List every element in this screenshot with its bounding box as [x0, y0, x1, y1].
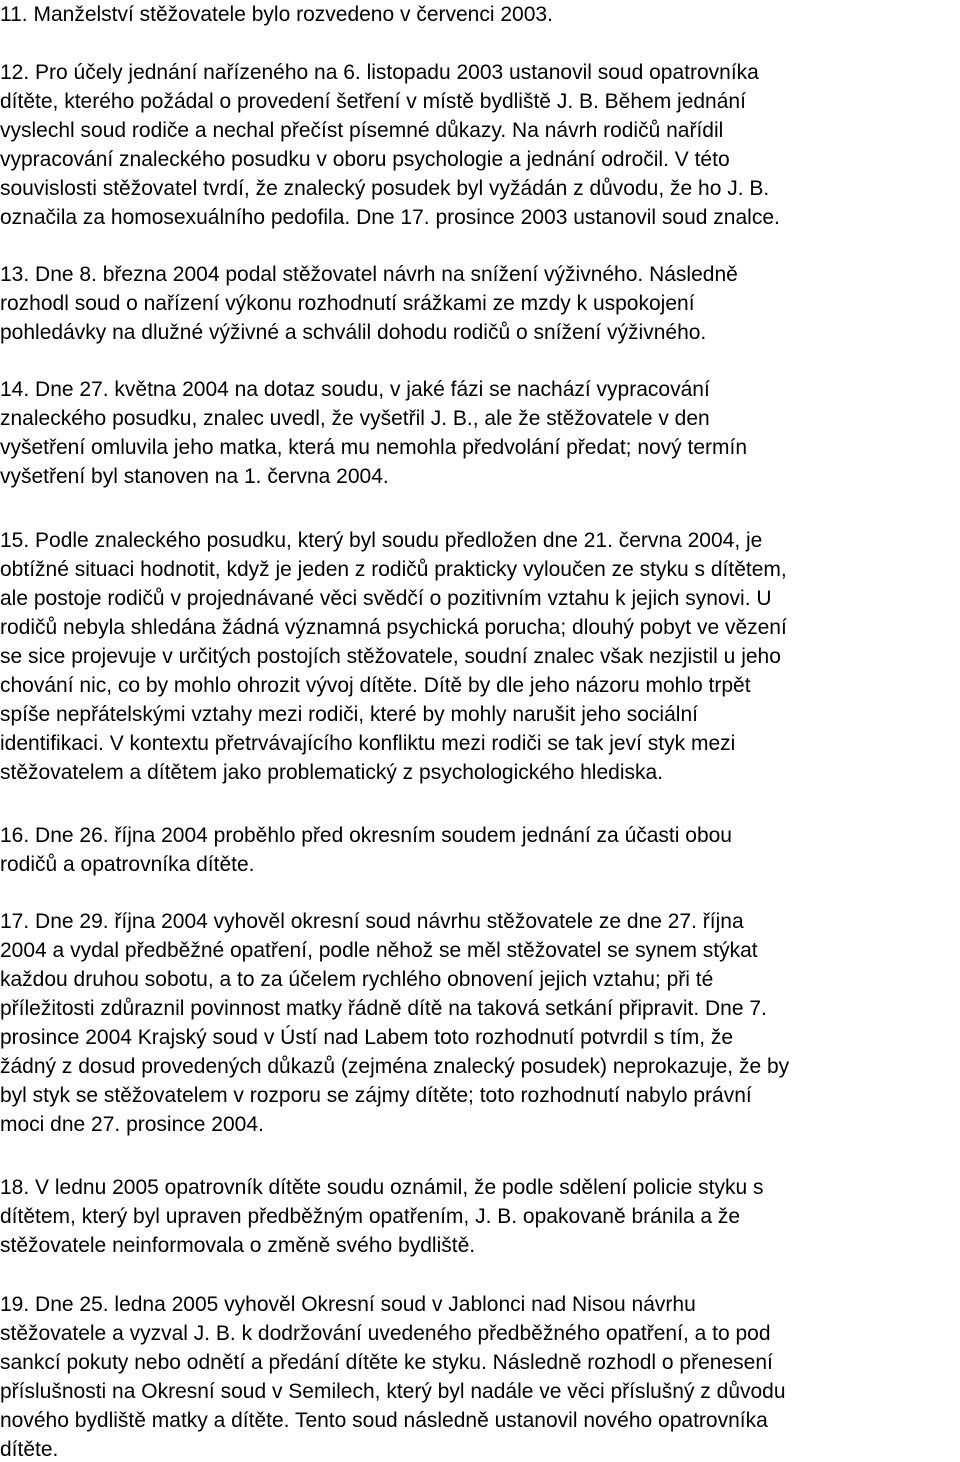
text-line: vyšetření omluvila jeho matka, která mu nemohla předvolání předat; nový termín: [0, 436, 748, 459]
text-line: nového bydliště matky a dítěte. Tento soud následně ustanovil nového opatrovníka: [0, 1409, 768, 1432]
text-line: byl styk se stěžovatelem v rozporu se zájmy dítěte; toto rozhodnutí nabylo právní: [0, 1084, 752, 1107]
text-line: příslušnosti na Okresní soud v Semilech, který byl nadále ve věci příslušný z důvodu: [0, 1380, 786, 1403]
text-line: vypracování znaleckého posudku v oboru psychologie a jednání odročil. V této: [0, 148, 730, 171]
paragraph-13: [0, 260, 738, 347]
paragraph-18: [0, 1173, 764, 1260]
text-line: obtížné situaci hodnotit, když je jeden z rodičů prakticky vyloučen ze styku s dítětem,: [0, 558, 787, 581]
text-line: 19. Dne 25. ledna 2005 vyhověl Okresní soud v Jablonci nad Nisou návrhu: [0, 1293, 696, 1316]
text-line: rozhodl soud o nařízení výkonu rozhodnutí srážkami ze mzdy k uspokojení: [0, 292, 695, 315]
text-line: rodičů nebyla shledána žádná významná psychická porucha; dlouhý pobyt ve vězení: [0, 616, 787, 639]
text-line: dítětem, který byl upraven předběžným opatřením, J. B. opakovaně bránila a že: [0, 1205, 741, 1228]
text-line: spíše nepřátelskými vztahy mezi rodiči, které by mohly narušit jeho sociální: [0, 703, 698, 726]
text-line: označila za homosexuálního pedofila. Dne 17. prosince 2003 ustanovil soud znalce.: [0, 206, 780, 229]
paragraph-11: [0, 0, 553, 29]
text-line: 13. Dne 8. března 2004 podal stěžovatel návrh na snížení výživného. Následně: [0, 263, 738, 286]
paragraph-15: [0, 526, 787, 787]
text-line: stěžovatele neinformovala o změně svého bydliště.: [0, 1234, 476, 1257]
text-line: sankcí pokuty nebo odnětí a předání dítěte ke styku. Následně rozhodl o přenesení: [0, 1351, 773, 1374]
text-line: 15. Podle znaleckého posudku, který byl soudu předložen dne 21. června 2004, je: [0, 529, 763, 552]
text-line: se sice projevuje v určitých postojích stěžovatele, soudní znalec však nezjistil u jeho: [0, 645, 781, 668]
paragraph-12: [0, 58, 780, 232]
text-line: dítěte.: [0, 1438, 59, 1461]
paragraph-17: [0, 907, 789, 1139]
text-line: pohledávky na dlužné výživné a schválil dohodu rodičů o snížení výživného.: [0, 321, 707, 344]
text-line: 16. Dne 26. října 2004 proběhlo před okresním soudem jednání za účasti obou: [0, 824, 732, 847]
text-line: 11. Manželství stěžovatele bylo rozvedeno v červenci 2003.: [0, 3, 553, 26]
text-line: vyšetření byl stanoven na 1. června 2004.: [0, 465, 389, 488]
text-line: 12. Pro účely jednání nařízeného na 6. listopadu 2003 ustanovil soud opatrovníka: [0, 61, 759, 84]
text-line: ale postoje rodičů v projednávané věci svědčí o pozitivním vztahu k jejich synovi. U: [0, 587, 772, 610]
text-line: stěžovatelem a dítětem jako problematický z psychologického hlediska.: [0, 761, 663, 784]
text-line: dítěte, kterého požádal o provedení šetření v místě bydliště J. B. Během jednání: [0, 90, 746, 113]
text-line: 2004 a vydal předběžné opatření, podle něhož se měl stěžovatel se synem stýkat: [0, 939, 758, 962]
text-line: vyslechl soud rodiče a nechal přečíst písemné důkazy. Na návrh rodičů nařídil: [0, 119, 724, 142]
text-line: příležitosti zdůraznil povinnost matky řádně dítě na taková setkání připravit. Dne 7.: [0, 997, 767, 1020]
paragraph-14: [0, 375, 747, 491]
text-line: 18. V lednu 2005 opatrovník dítěte soudu oznámil, že podle sdělení policie styku s: [0, 1176, 764, 1199]
text-line: rodičů a opatrovníka dítěte.: [0, 853, 255, 876]
text-line: 14. Dne 27. května 2004 na dotaz soudu, v jaké fázi se nachází vypracování: [0, 378, 710, 401]
paragraph-16: [0, 821, 732, 879]
text-line: každou druhou sobotu, a to za účelem rychlého obnovení jejich vztahu; při té: [0, 968, 714, 991]
text-line: identifikaci. V kontextu přetrvávajícího konfliktu mezi rodiči se tak jeví styk mezi: [0, 732, 736, 755]
text-line: znaleckého posudku, znalec uvedl, že vyšetřil J. B., ale že stěžovatele v den: [0, 407, 710, 430]
text-line: žádný z dosud provedených důkazů (zejména znalecký posudek) neprokazuje, že by: [0, 1055, 790, 1078]
text-line: moci dne 27. prosince 2004.: [0, 1113, 264, 1136]
text-line: souvislosti stěžovatel tvrdí, že znalecký posudek byl vyžádán z důvodu, že ho J. B.: [0, 177, 770, 200]
text-line: chování nic, co by mohlo ohrozit vývoj dítěte. Dítě by dle jeho názoru mohlo trpět: [0, 674, 751, 697]
paragraph-19: [0, 1290, 786, 1462]
text-line: prosince 2004 Krajský soud v Ústí nad Labem toto rozhodnutí potvrdil s tím, že: [0, 1026, 734, 1049]
text-line: stěžovatele a vyzval J. B. k dodržování uvedeného předběžného opatření, a to pod: [0, 1322, 771, 1345]
text-line: 17. Dne 29. října 2004 vyhověl okresní soud návrhu stěžovatele ze dne 27. října: [0, 910, 744, 933]
